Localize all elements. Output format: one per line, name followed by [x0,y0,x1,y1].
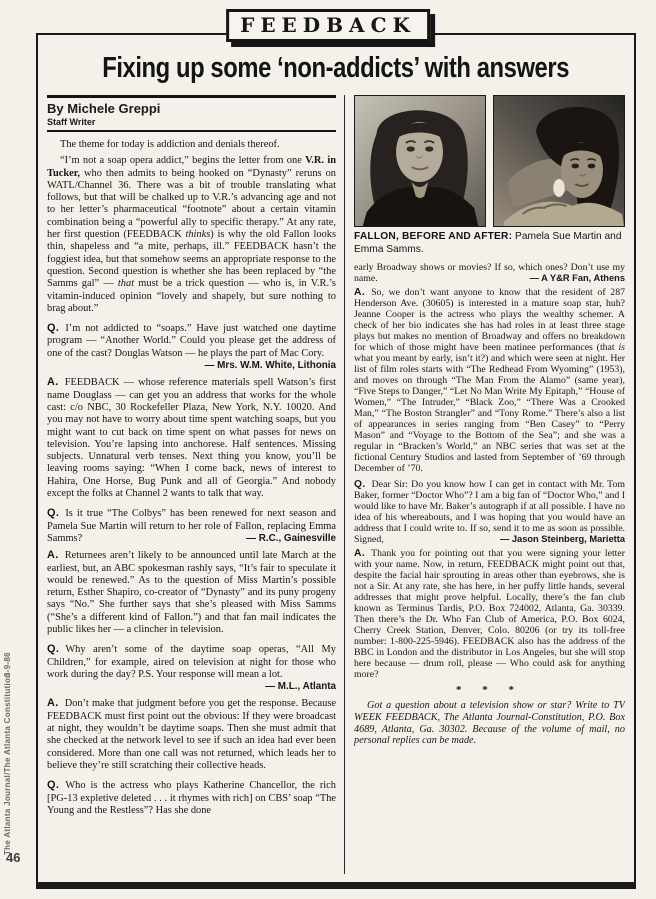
text-segment: who then admits to being hooked on “Dynasty” reruns on WATL/Channel 36. There was a bit of trouble translating what follows, but that will be chalked up to V.R.’s advancing age and not to her letter’s pharmaceutical “footnote” about a certain vitamin combination being a “powerful ally to specific therapy.” At any rate, her first question (FEEDBACK [47,167,336,241]
byline-author: By Michele Greppi [47,101,161,116]
question-paragraph [354,479,625,545]
qa-lead-letter: A. [47,376,59,389]
body-paragraph [47,155,336,315]
answer-paragraph [47,549,336,636]
question-paragraph [47,507,336,545]
text-segment: what you meant by early, isn’t it?) and which were seen at night. Her list of film roles starts with “The Redhead From Wyoming” (1953), and moves on through “The Man From the Alamo” (same year), “Five Steps to Danger,” “Let No Man Write My Epitaph,” “House of Women,” “The Intruder,” “Black Zoo,” “There Was a Crooked Man,” “The Boston Strangler” and “Tony Rome.” There’s also a list of appearances in series ranging from “Ben Casey” to “Perry Mason” and “Voyage to the Bottom of the Sea”; and she was a regular in “Bracken’s World,” an NBC series that was set at the fictional Century Studios and lasted from September of ’69 through December of ’70. [354,353,625,474]
page-title [38,48,634,85]
answer-paragraph [354,548,625,680]
right-column [344,95,625,874]
stars-paragraph [354,685,625,696]
photo-emma-samms [493,95,625,227]
answer-paragraph [47,697,336,772]
text-segment: must be a trick question — who is, in V.R.’s vitamin-induced opinion “lovely and shapely, but sure nothing to brag about.” [47,278,336,314]
letter-attribution: — A Y&R Fan, Athens [529,273,625,283]
letter-attribution: — M.L., Atlanta [265,681,336,693]
answer-paragraph [354,287,625,474]
text-segment: ) is why the old Fallon looks thin, shapeless and “a mite, perhaps, ill.” FEEDBACK hasn’t the foggiest idea, but that somehow seems an appropriate response to the question. Second question is whether she has been replaced by “the Samms gal” — [47,229,336,290]
qa-lead-letter: Q. [47,779,60,792]
feedback-section-tab [226,9,430,42]
letter-attribution: — Mrs. W.M. White, Lithonia [204,360,336,372]
article-box [36,33,636,889]
text-segment: * * * [456,684,523,696]
photo-pamela-sue-martin-image [355,96,485,226]
text-segment: Returnees aren’t likely to be announced until late March at the earliest, but, an ABC spokesman rashly says, “It’s fair to speculate it would be renewed.” As to the question of Miss Martin’s possible return, Esther Shapiro, co-creator of “Dynasty” and its puny progeny says “No.” She further says that she’s pleased with Miss Samms (“She’s a different kind of Fallon.”) and that fan mail indicates the public likes her — a clincher in television. [47,550,336,635]
letter-attribution: — Jason Steinberg, Marietta [499,534,625,544]
page-number: 46 [6,850,21,865]
qa-lead-letter: Q. [47,507,60,520]
photo-caption [354,231,625,256]
text-segment: “I’m not a soap opera addict,” begins the letter from one [60,155,306,167]
answer-paragraph [47,376,336,500]
footer-paragraph [354,700,625,747]
body-paragraph [47,139,336,151]
photo-emma-samms-image [494,96,624,226]
newspaper-name: The Atlanta Journal/The Atlanta Constitution [3,672,12,855]
qa-lead-letter: Q. [47,322,60,335]
left-column [47,95,344,874]
text-segment: that [117,278,135,290]
photo-caption-lead: FALLON, BEFORE AND AFTER: [354,231,513,242]
byline-block [47,95,336,132]
article-columns [47,95,625,874]
text-segment: V.R. in Tucker, [47,155,336,179]
text-segment: Who is the actress who plays Katherine Chancellor, the rich [PG-13 expletive deleted . . . it rhymes with rich] on CBS’ soap “The Young and the Restless”? Has she done [47,780,336,816]
right-column-body [354,262,625,747]
qa-lead-letter: Q. [47,643,60,656]
qa-lead-letter: A. [47,549,59,562]
text-segment: early Broadway shows or movies? If so, which ones? Don’t use my name. [354,262,625,284]
body-paragraph [354,262,625,284]
qa-lead-letter: A. [47,697,59,710]
left-column-body [47,139,336,817]
text-segment: Got a question about a television show or star? Write to TV WEEK FEEDBACK, The Atlanta Journal-Constitution, P.O. Box 4689, Atlanta, Ga. 30302. Because of the volume of mail, no personal replies can be made. [354,700,625,747]
text-segment: Why aren’t some of the daytime soap operas, “All My Children,” for example, aired on television at night for those who work during the day? P.S. Your response will mean a lot. [47,644,336,680]
photo-caption-text: Pamela Sue Martin and Emma Samms. [354,231,622,255]
text-segment: Dear Sir: Do you know how I can get in contact with Mr. Tom Baker, former “Doctor Who”? I am a big fan of “Doctor Who,” and I would like to have Mr. Baker’s autograph if at all possible. I have no idea of his whereabouts, and I was hoping that you would have an address that I could write to. If so, send it to me as soon as possible. Signed, [354,479,625,545]
byline-role: Staff Writer [47,117,96,127]
headline-text: Fixing up some ‘non-addicts’ with answers [102,52,570,84]
photo-pamela-sue-martin [354,95,486,227]
question-paragraph [47,322,336,372]
qa-lead-letter: A. [354,287,366,298]
feedback-section-label: FEEDBACK [240,13,416,37]
qa-lead-letter: A. [354,548,366,559]
text-segment: FEEDBACK — whose reference materials spell Watson’s first name Douglass — can get you an address that works for the whole cast: c/o NBC, 30 Rockefeller Plaza, New York, N.Y. 10020. And you may not have to worry about time spent watching soaps, but you might want to cut back on time spent on what passes for news on television. You’re lapsing into anchorese. Half sentences. Missing subjects. Unnatural verb tenses. Next thing you know, you’ll be leaving rooms saying: “When I come back, news of interest to Hahira, One Horse, Bug Punk and all of Georgia.” And nobody except the folks at Channel 2 wants to talk that way. [47,377,336,500]
qa-lead-letter: Q. [354,479,366,490]
photo-pair [354,95,625,227]
text-segment: is [618,342,625,353]
letter-attribution: — R.C., Gainesville [246,532,336,544]
text-segment: The theme for today is addiction and denials thereof. [60,139,280,150]
text-segment: thinks [185,229,211,241]
text-segment: Don’t make that judgment before you get the response. Because FEEDBACK must first point out the obvious: If they were broadcast at night, they wouldn’t be daytime soaps. Then she must admit that she checked at the network level to see if such an idea had ever been considered. More than one call was not returned, which leads her to believe they’re still scratching their collective heads. [47,698,336,771]
question-paragraph [47,643,336,693]
question-paragraph [47,779,336,817]
text-segment: So, we don’t want anyone to know that the resident of 287 Henderson Ave. (30605) is interested in a mature soap star, huh? Jeanne Cooper is the actress who plays the wealthy schemer. A check of her bio indicates she has had roles in at least three stage plays but makes no mention of Broadway and offers no breakdown for which of those might have been matinee performances (that [354,287,625,353]
text-segment: Thank you for pointing out that you were signing your letter with your name. Now, in return, FEEDBACK might point out that, despite the facial hair sprouting in areas other than eyebrows, she is not a Sir. At any rate, she has here, in her puffy little hands, several addresses that might prove helpful. Locally, there’s the fan club known as Terminus Tardis, P.O. Box 724002, Atlanta, Ga. 30339. Then there’s the Dr. Who Fan Club of America, P.O. Box 6024, Cherry Creek Station, Denver, Colo. 80206 (or try its toll-free number: 1-800-225-5946). FEEDBACK also has the address of the BBC in London and the distributor in Los Angeles, but she will stop here because — drum roll, please — Who could ask for anything more? [354,548,625,680]
text-segment: I’m not addicted to “soaps.” Have just watched one daytime program — “Another World.” Could you please get the address of one of the cast? Douglas Watson — he plays the part of Mac Cory. [47,323,336,359]
text-segment: Is it true “The Colbys” has been renewed for next season and Pamela Sue Martin will return to her role of Fallon, replacing Emma Samms? [47,508,336,544]
edition-date: 3-9-86 [3,652,12,677]
